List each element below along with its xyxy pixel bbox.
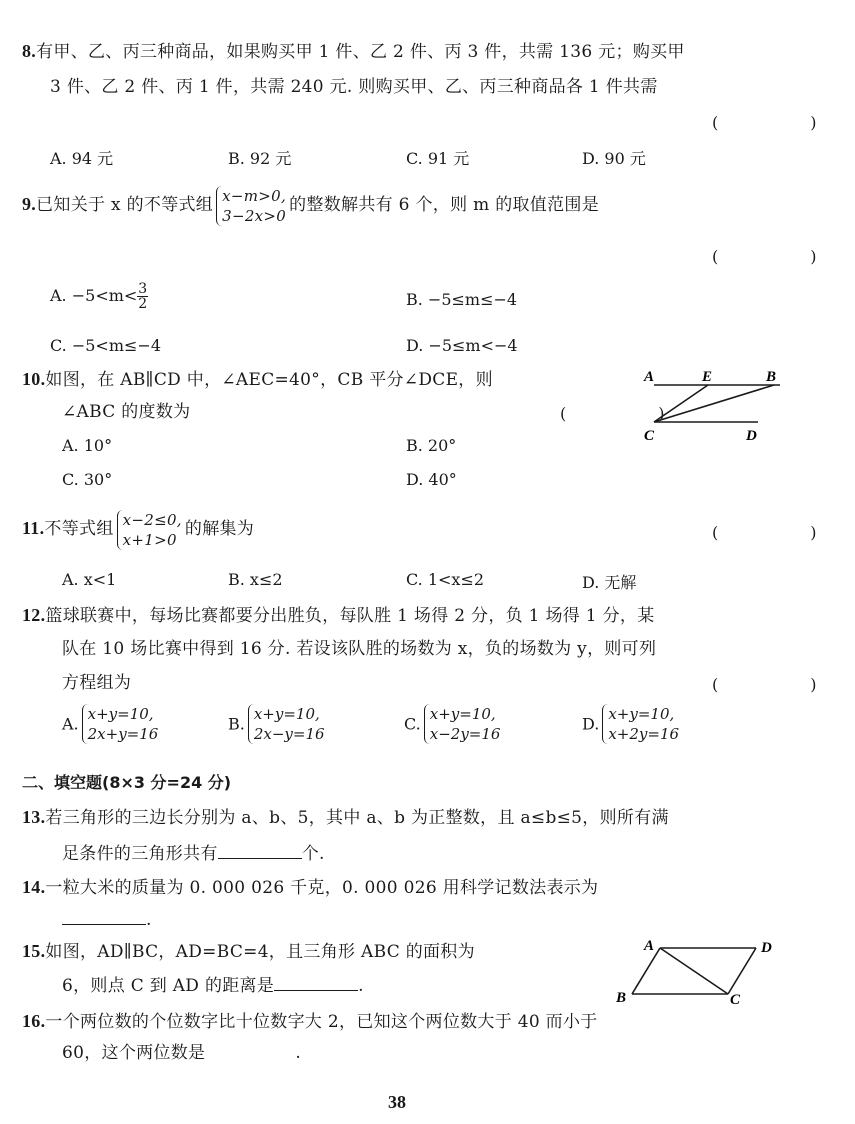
- label-b: B: [616, 990, 627, 1006]
- equation-row1: x+y=10,: [253, 705, 320, 723]
- q12-option-a: [62, 704, 161, 744]
- q15-line1: [22, 940, 475, 963]
- equation-row1: x+y=10,: [429, 705, 496, 723]
- q16-line2: [62, 1042, 301, 1064]
- q9-system-row2: 3−2x>0: [222, 206, 287, 225]
- segment-dc: [728, 948, 756, 994]
- q10-number: 10.: [22, 369, 46, 389]
- q13-text-1: 若三角形的三边长分别为 a、b、5，其中 a、b 为正整数，且 a≤b≤5，则所有满: [45, 808, 669, 828]
- q10-parallel-lines-figure: [640, 366, 790, 446]
- label-e: E: [702, 369, 713, 385]
- q9-option-a-fraction: [137, 282, 148, 311]
- q15-number: 15.: [22, 941, 46, 961]
- q11-option-b: B. x≤2: [228, 570, 283, 589]
- q9-answer-paren: ( ): [712, 247, 855, 266]
- q12-option-c-system: [424, 704, 501, 744]
- q11-option-d: D. 无解: [582, 573, 637, 592]
- q16-text-before-blank: 60，这个两位数是: [62, 1043, 206, 1063]
- q12-option-d-system: [602, 704, 679, 744]
- q14-line1: [22, 876, 598, 899]
- q16-number: 16.: [22, 1011, 46, 1031]
- q8-line2: 3 件、乙 2 件、丙 1 件，共需 240 元. 则购买甲、乙、丙三种商品各 1 件共需: [50, 77, 658, 97]
- q10-option-a: A. 10°: [62, 436, 113, 455]
- q9-number: 9.: [22, 194, 37, 214]
- q8-option-b: B. 92 元: [228, 149, 292, 168]
- q16-text-after-blank: .: [295, 1043, 302, 1063]
- q16-text-1: 一个两位数的个位数字比十位数字大 2，已知这个两位数大于 40 而小于: [45, 1012, 598, 1032]
- q15-line2: [62, 974, 364, 997]
- q12-option-a-label: A.: [62, 714, 79, 734]
- label-c: C: [730, 992, 741, 1008]
- label-b: B: [766, 369, 777, 385]
- q9-text-after: 的整数解共有 6 个，则 m 的取值范围是: [289, 195, 599, 215]
- q9-option-a: [50, 282, 148, 311]
- q12-option-b: [228, 704, 328, 744]
- q14-text-1: 一粒大米的质量为 0. 000 026 千克，0. 000 026 用科学记数法表示为: [45, 878, 599, 898]
- q12-text-1: 篮球联赛中，每场比赛都要分出胜负，每队胜 1 场得 2 分，负 1 场得 1 分，某: [45, 606, 655, 626]
- q10-line2: ∠ABC 的度数为: [62, 402, 191, 422]
- q11-option-a: A. x<1: [62, 570, 117, 589]
- q14-answer-blank[interactable]: [62, 908, 146, 925]
- equation-row1: x+y=10,: [87, 705, 154, 723]
- q9-system-row1: x−m>0,: [222, 186, 287, 205]
- q16-line1: [22, 1010, 598, 1033]
- q8-answer-paren: ( ): [712, 113, 855, 132]
- q15-text-after-blank: .: [358, 976, 364, 996]
- q12-option-c-label: C.: [404, 714, 421, 734]
- equation-row2: 2x−y=16: [253, 725, 325, 743]
- page-number: 38: [388, 1092, 406, 1112]
- q12-option-d: [582, 704, 682, 744]
- q13-answer-blank[interactable]: [218, 842, 302, 859]
- q8-option-a: A. 94 元: [50, 149, 114, 168]
- q10-option-d: D. 40°: [406, 470, 457, 489]
- q9-inequality-system: [216, 186, 286, 226]
- q12-line3: 方程组为: [62, 673, 132, 693]
- label-a: A: [644, 369, 655, 385]
- q13-line2: [62, 842, 325, 865]
- q15-parallelogram-figure: [614, 936, 784, 1008]
- q15-text-before-blank: 6，则点 C 到 AD 的距离是: [62, 976, 275, 996]
- label-d: D: [746, 428, 757, 444]
- segment-ac: [660, 948, 728, 994]
- equation-row2: x+2y=16: [608, 725, 680, 743]
- q9-option-c: C. −5<m≤−4: [50, 336, 161, 355]
- fraction-denominator: 2: [138, 296, 148, 312]
- q14-text-after-blank: .: [146, 910, 152, 930]
- label-d: D: [761, 940, 772, 956]
- q13-line1: [22, 806, 669, 829]
- q12-option-d-label: D.: [582, 714, 600, 734]
- q11-answer-paren: ( ): [712, 523, 855, 542]
- fraction-numerator: 3: [138, 281, 148, 297]
- q11-number: 11.: [22, 518, 45, 538]
- q10-answer-paren: ( ): [560, 404, 703, 423]
- q12-line1: [22, 604, 655, 627]
- q9-option-a-prefix: A. −5<m<: [50, 286, 138, 305]
- q11-system-row1: x−2≤0,: [122, 510, 182, 529]
- segment-ab: [632, 948, 660, 994]
- q11-inequality-system: [117, 510, 182, 550]
- q8-option-d: D. 90 元: [582, 149, 646, 168]
- q9-option-b: B. −5≤m≤−4: [406, 290, 518, 309]
- q13-text-after-blank: 个.: [301, 844, 325, 864]
- q12-option-c: [404, 704, 503, 744]
- q12-line2: 队在 10 场比赛中得到 16 分. 若设该队胜的场数为 x，负的场数为 y，则可列: [62, 639, 657, 659]
- q9-option-d: D. −5≤m<−4: [406, 336, 518, 355]
- q9-line1: [22, 184, 599, 226]
- q9-text-before: 已知关于 x 的不等式组: [36, 195, 214, 215]
- segment-cb: [654, 385, 774, 422]
- q13-text-before-blank: 足条件的三角形共有: [62, 844, 218, 864]
- q8-option-c: C. 91 元: [406, 149, 470, 168]
- q12-option-a-system: [82, 704, 159, 744]
- segment-ce: [654, 385, 708, 422]
- q11-system-row2: x+1>0: [122, 530, 177, 549]
- q12-number: 12.: [22, 605, 46, 625]
- q8-line1: [22, 40, 685, 63]
- section-fill-in-blank-heading: 二、填空题(8×3 分=24 分): [22, 773, 232, 792]
- q15-text-1: 如图，AD∥BC，AD=BC=4，且三角形 ABC 的面积为: [45, 942, 475, 962]
- equation-row2: 2x+y=16: [87, 725, 159, 743]
- q11-text-after: 的解集为: [184, 519, 255, 539]
- q12-answer-paren: ( ): [712, 675, 855, 694]
- q13-number: 13.: [22, 807, 46, 827]
- q11-line1: [22, 508, 254, 550]
- q12-option-b-system: [248, 704, 325, 744]
- q10-text-1: 如图，在 AB∥CD 中，∠AEC=40°，CB 平分∠DCE，则: [45, 370, 493, 390]
- q11-option-c: C. 1<x≤2: [406, 570, 485, 589]
- q14-number: 14.: [22, 877, 46, 897]
- q11-text-before: 不等式组: [44, 519, 114, 539]
- equation-row1: x+y=10,: [608, 705, 675, 723]
- label-c: C: [644, 428, 655, 444]
- q12-option-b-label: B.: [228, 714, 245, 734]
- q15-answer-blank[interactable]: [274, 974, 358, 991]
- label-a: A: [644, 938, 655, 954]
- q10-option-c: C. 30°: [62, 470, 113, 489]
- q14-line2: [62, 908, 152, 931]
- q8-number: 8.: [22, 41, 37, 61]
- equation-row2: x−2y=16: [429, 725, 501, 743]
- q10-option-b: B. 20°: [406, 436, 457, 455]
- q8-text-1: 有甲、乙、丙三种商品，如果购买甲 1 件、乙 2 件、丙 3 件，共需 136 元；购买甲: [36, 42, 685, 62]
- q10-line1: [22, 368, 493, 391]
